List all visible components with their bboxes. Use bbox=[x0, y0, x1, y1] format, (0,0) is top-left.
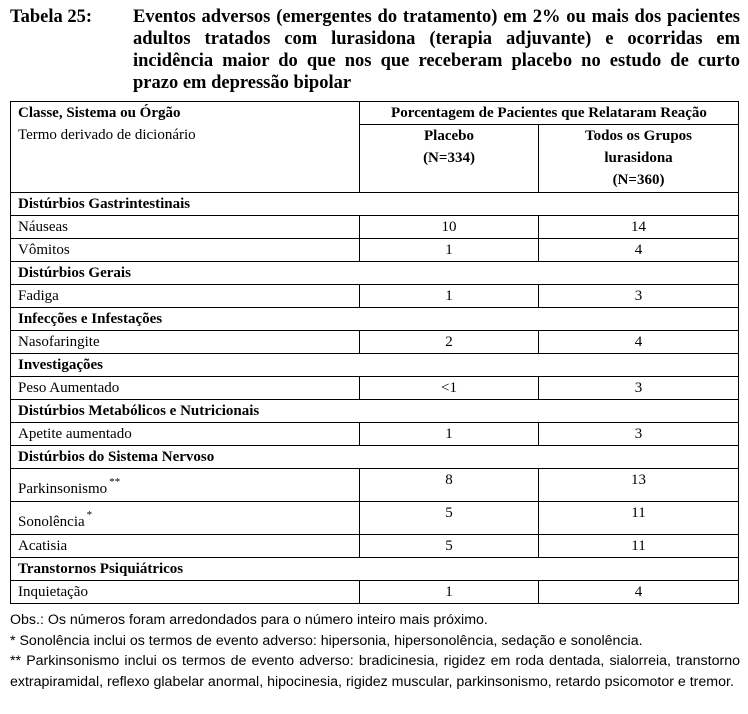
table-row bbox=[11, 216, 739, 239]
table-row bbox=[11, 239, 739, 262]
section-heading: Transtornos Psiquiátricos bbox=[11, 558, 739, 581]
lurasidona-value: 13 bbox=[539, 469, 739, 502]
section-heading: Distúrbios Metabólicos e Nutricionais bbox=[11, 400, 739, 423]
header-lurasidona-n: (N=360) bbox=[612, 172, 665, 188]
lurasidona-value: 3 bbox=[539, 377, 739, 400]
table-number: Tabela 25: bbox=[10, 7, 93, 27]
term-label: Náuseas bbox=[18, 219, 68, 235]
term-label: Vômitos bbox=[18, 242, 70, 258]
lurasidona-value: 4 bbox=[539, 331, 739, 354]
header-placebo-label: Placebo bbox=[424, 128, 474, 144]
lurasidona-value: 3 bbox=[539, 423, 739, 446]
section-row bbox=[11, 446, 739, 469]
lurasidona-value: 11 bbox=[539, 535, 739, 558]
footnote-marker: * bbox=[86, 509, 93, 521]
term-cell bbox=[11, 331, 360, 354]
note-parkinsonismo: ** Parkinsonismo inclui os termos de evento adverso: bradicinesia, rigidez em roda dentada, sialorreia, transtorno extrapiramidal, reflexo glabelar anormal, hipocinesia, rigidez muscular, parkinsonismo, retardo psicomotor e tremor. bbox=[10, 653, 740, 690]
section-heading: Infecções e Infestações bbox=[11, 308, 739, 331]
placebo-value: 5 bbox=[360, 502, 539, 535]
term-cell bbox=[11, 285, 360, 308]
table-caption bbox=[10, 6, 740, 94]
lurasidona-value: 3 bbox=[539, 285, 739, 308]
header-class-cell bbox=[11, 102, 360, 193]
placebo-value: 1 bbox=[360, 581, 539, 604]
table-row bbox=[11, 581, 739, 604]
term-cell bbox=[11, 535, 360, 558]
term-label: Acatisia bbox=[18, 538, 68, 554]
table-notes bbox=[10, 610, 740, 692]
section-row bbox=[11, 400, 739, 423]
section-row bbox=[11, 354, 739, 377]
header-row bbox=[11, 102, 739, 125]
section-heading: Distúrbios Gerais bbox=[11, 262, 739, 285]
term-cell bbox=[11, 581, 360, 604]
header-lurasidona-label1: Todos os Grupos bbox=[585, 128, 692, 144]
header-lurasidona-cell bbox=[539, 125, 739, 193]
lurasidona-value: 4 bbox=[539, 581, 739, 604]
term-cell bbox=[11, 239, 360, 262]
section-heading: Distúrbios Gastrintestinais bbox=[11, 193, 739, 216]
table-row bbox=[11, 535, 739, 558]
table-row bbox=[11, 502, 739, 535]
table-row bbox=[11, 331, 739, 354]
note-rounding: Obs.: Os números foram arredondados para o número inteiro mais próximo. bbox=[10, 612, 488, 628]
placebo-value: 1 bbox=[360, 285, 539, 308]
term-label: Nasofaringite bbox=[18, 334, 100, 350]
section-row bbox=[11, 193, 739, 216]
section-row bbox=[11, 308, 739, 331]
section-heading: Distúrbios do Sistema Nervoso bbox=[11, 446, 739, 469]
term-cell bbox=[11, 502, 360, 535]
term-cell bbox=[11, 469, 360, 502]
note-sonolencia: * Sonolência inclui os termos de evento adverso: hipersonia, hipersonolência, sedação e sonolência. bbox=[10, 632, 643, 649]
table-row bbox=[11, 469, 739, 502]
adverse-events-table bbox=[10, 101, 739, 604]
header-lurasidona-label2: lurasidona bbox=[604, 150, 673, 166]
placebo-value: 1 bbox=[360, 423, 539, 446]
term-cell bbox=[11, 423, 360, 446]
placebo-value: 2 bbox=[360, 331, 539, 354]
header-placebo-n: (N=334) bbox=[423, 150, 475, 166]
term-label: Sonolência bbox=[18, 514, 85, 530]
term-label: Inquietação bbox=[18, 584, 88, 600]
term-label: Peso Aumentado bbox=[18, 380, 120, 396]
header-term-label: Termo derivado de dicionário bbox=[18, 127, 196, 143]
placebo-value: 1 bbox=[360, 239, 539, 262]
section-heading: Investigações bbox=[11, 354, 739, 377]
header-group-label: Porcentagem de Pacientes que Relataram Reação bbox=[360, 102, 739, 125]
header-class-label: Classe, Sistema ou Órgão bbox=[18, 105, 181, 121]
table-row bbox=[11, 423, 739, 446]
footnote-marker: ** bbox=[109, 476, 121, 488]
section-row bbox=[11, 262, 739, 285]
placebo-value: 5 bbox=[360, 535, 539, 558]
placebo-value: 8 bbox=[360, 469, 539, 502]
table-title: Eventos adversos (emergentes do tratamento) em 2% ou mais dos pacientes adultos tratados com lurasidona (terapia adjuvante) e ocorridas em incidência maior do que nos que receberam placebo no estudo de curto prazo em depressão bipolar bbox=[133, 7, 740, 93]
table-row bbox=[11, 377, 739, 400]
term-label: Parkinsonismo bbox=[18, 481, 108, 497]
term-cell bbox=[11, 216, 360, 239]
table-row bbox=[11, 285, 739, 308]
lurasidona-value: 14 bbox=[539, 216, 739, 239]
section-row bbox=[11, 558, 739, 581]
term-label: Fadiga bbox=[18, 288, 59, 304]
term-label: Apetite aumentado bbox=[18, 426, 132, 442]
placebo-value: 10 bbox=[360, 216, 539, 239]
term-cell bbox=[11, 377, 360, 400]
placebo-value: <1 bbox=[360, 377, 539, 400]
header-placebo-cell bbox=[360, 125, 539, 193]
lurasidona-value: 11 bbox=[539, 502, 739, 535]
lurasidona-value: 4 bbox=[539, 239, 739, 262]
